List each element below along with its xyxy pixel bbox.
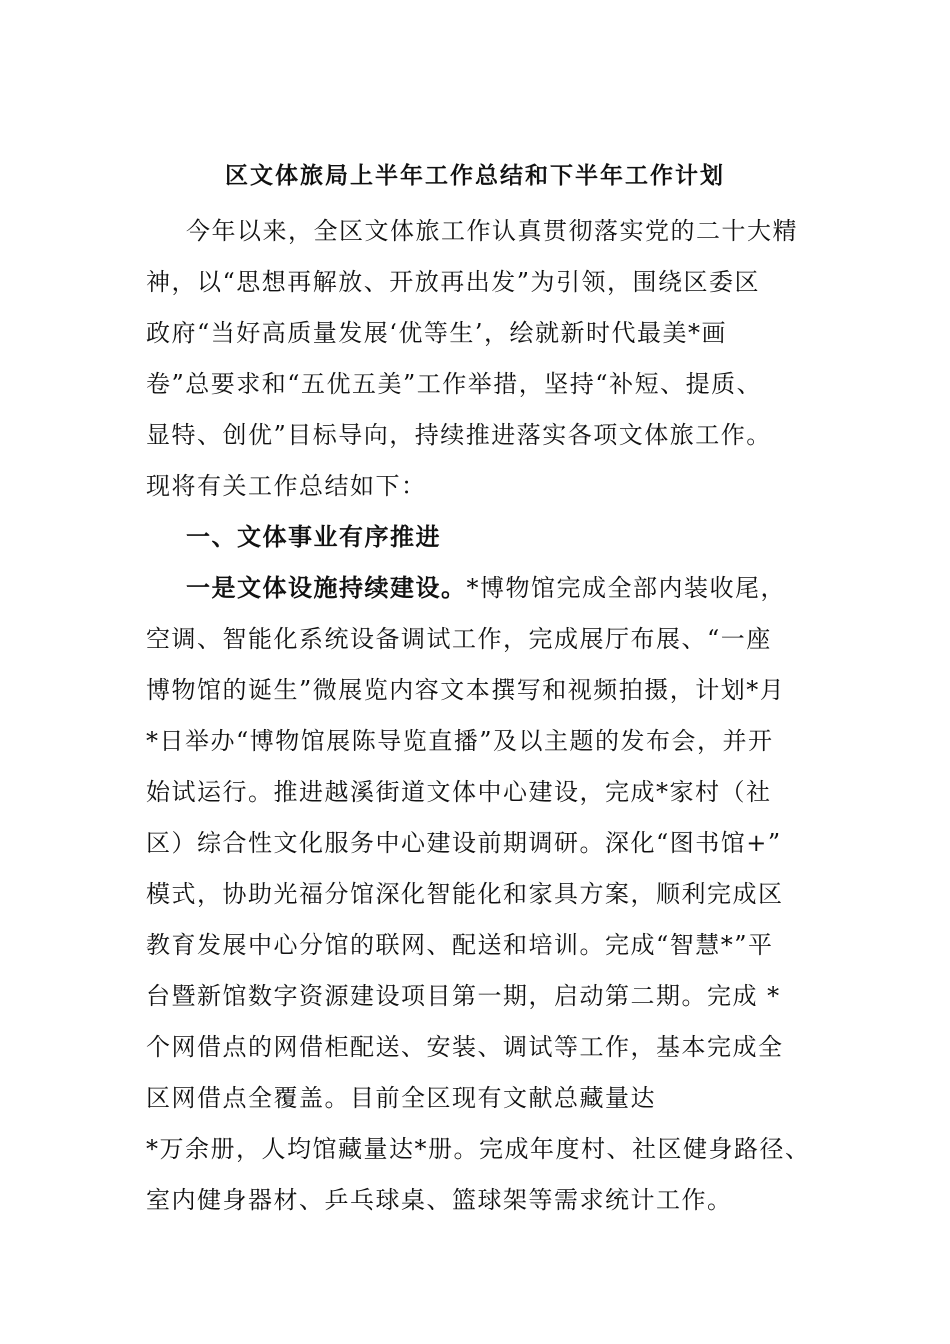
section-heading: 一、文体事业有序推进 — [186, 522, 441, 551]
paragraph-line: 台暨新馆数字资源建设项目第一期，启动第二期。完成 * — [146, 982, 781, 1010]
intro-line: 政府“当好高质量发展‘优等生’，绘就新时代最美*画 — [146, 319, 728, 347]
intro-line: 今年以来，全区文体旅工作认真贯彻落实党的二十大精 — [186, 217, 798, 245]
paragraph-line: *万余册，人均馆藏量达*册。完成年度村、社区健身路径、 — [146, 1135, 811, 1163]
paragraph-line: *日举办“博物馆展陈导览直播”及以主题的发布会，并开 — [146, 727, 774, 755]
paragraph-line: 个网借点的网借柜配送、安装、调试等工作，基本完成全 — [146, 1033, 784, 1061]
paragraph-line: 始试运行。推进越溪街道文体中心建设，完成*家村（社 — [146, 778, 772, 806]
intro-line: 显特、创优”目标导向，持续推进落实各项文体旅工作。 — [146, 421, 772, 449]
paragraph-line: 室内健身器材、乒乓球桌、篮球架等需求统计工作。 — [146, 1186, 733, 1214]
intro-line: 神，以“思想再解放、开放再出发”为引领，围绕区委区 — [146, 268, 761, 296]
intro-line: 卷”总要求和“五优五美”工作举措，坚持“补短、提质、 — [146, 370, 763, 398]
paragraph-line: 区网借点全覆盖。目前全区现有文献总藏量达 — [146, 1084, 656, 1112]
paragraph-line: 教育发展中心分馆的联网、配送和培训。完成“智慧*”平 — [146, 931, 774, 959]
paragraph-text: *博物馆完成全部内装收尾， — [466, 574, 786, 602]
page-title: 区文体旅局上半年工作总结和下半年工作计划 — [225, 162, 725, 189]
paragraph-first-line — [186, 570, 886, 606]
intro-line: 现将有关工作总结如下： — [146, 472, 427, 500]
paragraph-lead: 一是文体设施持续建设。 — [186, 573, 467, 602]
paragraph-line: 模式，协助光福分馆深化智能化和家具方案，顺利完成区 — [146, 880, 784, 908]
paragraph-line: 空调、智能化系统设备调试工作，完成展厅布展、“一座 — [146, 625, 772, 653]
paragraph-line: 博物馆的诞生”微展览内容文本撰写和视频拍摄，计划*月 — [146, 676, 786, 704]
paragraph-line: 区）综合性文化服务中心建设前期调研。深化“图书馆+” — [146, 829, 782, 857]
